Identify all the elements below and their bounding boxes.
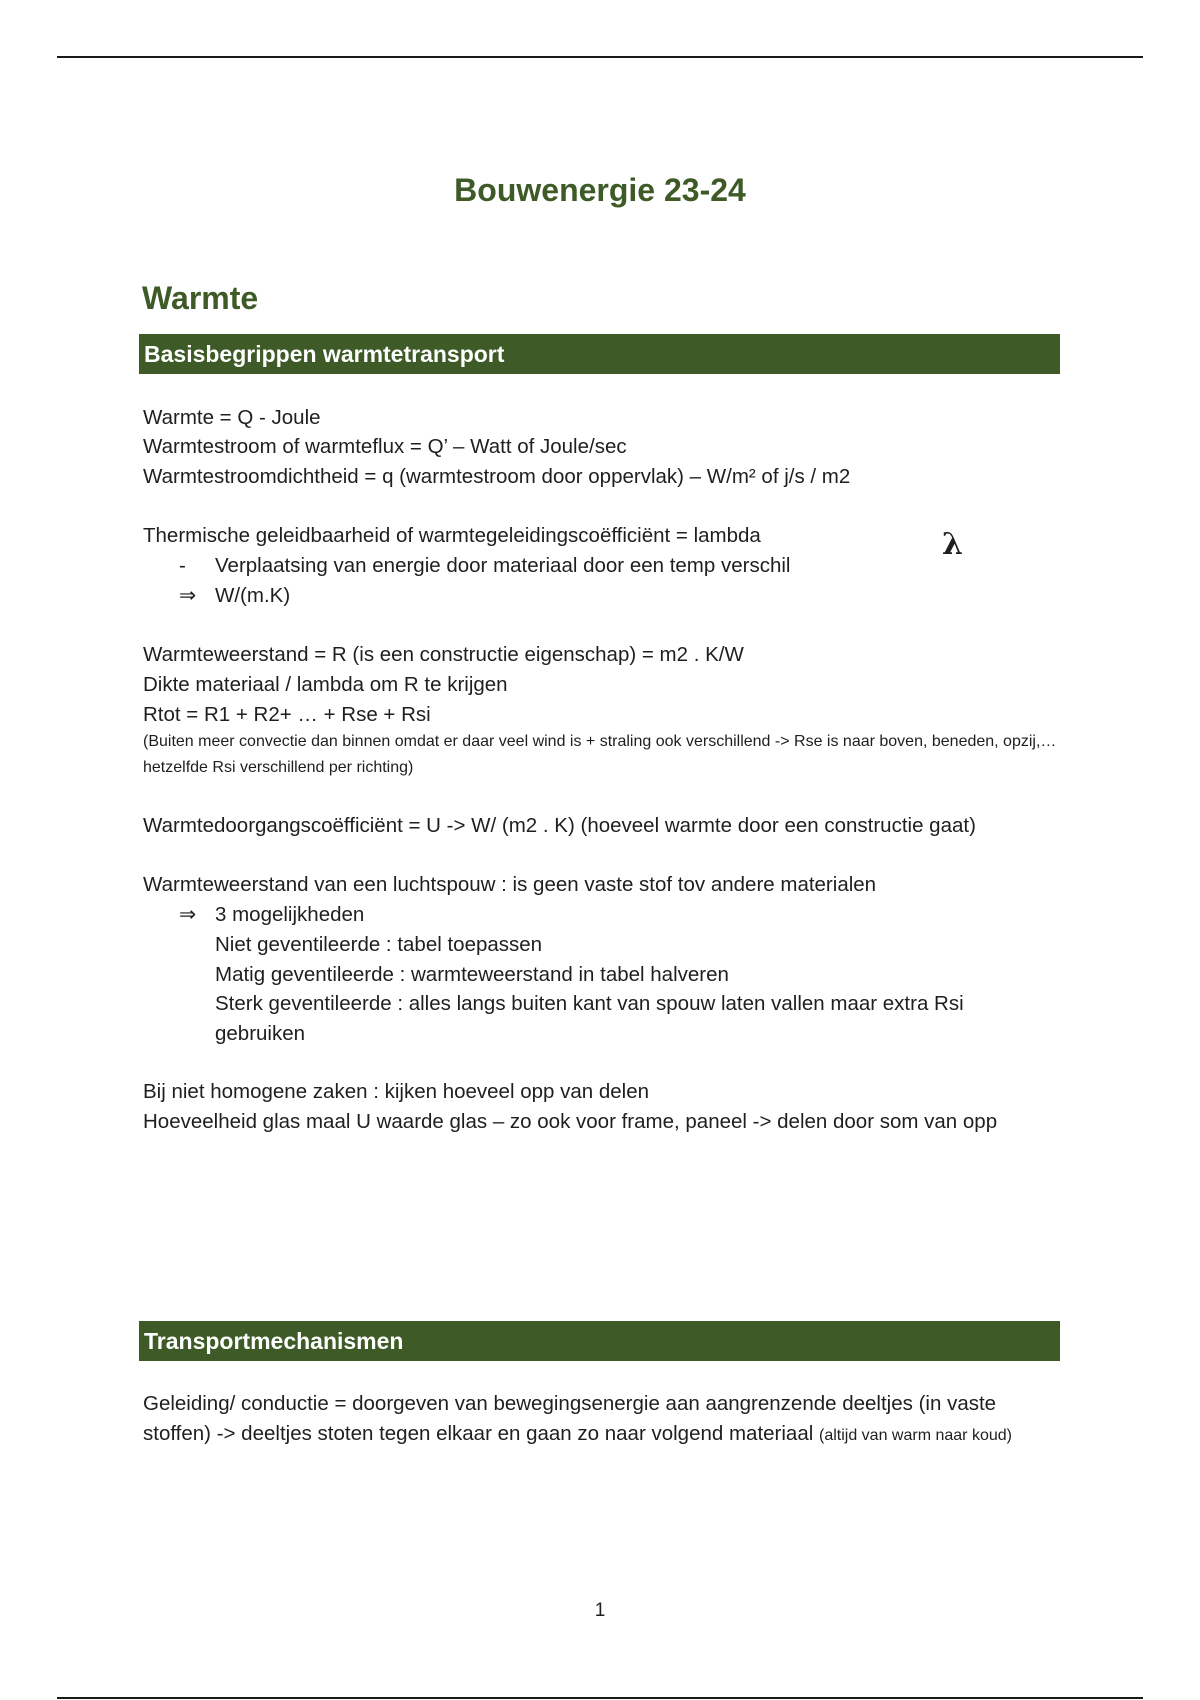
definition-line: Warmte = Q - Joule [143, 406, 321, 429]
r-line: Warmteweerstand = R (is een constructie eigenschap) = m2 . K/W [143, 643, 744, 666]
definition-line: Warmtestroom of warmteflux = Q’ – Watt of Joule/sec [143, 435, 627, 458]
implies-arrow-icon: ⇒ [179, 584, 197, 607]
conductie-note: (altijd van warm naar koud) [819, 1427, 1012, 1444]
section-header-basisbegrippen: Basisbegrippen warmtetransport [139, 334, 1060, 374]
conductie-text: Geleiding/ conductie = doorgeven van bewegingsenergie aan aangrenzende deeltjes (in vaste stoffen) -> deeltjes stoten tegen elkaar en gaan zo naar volgend materiaal [143, 1392, 997, 1445]
page-number: 1 [594, 1600, 606, 1621]
arrow-text: 3 mogelijkheden [215, 903, 365, 926]
document-title: Bouwenergie 23-24 [454, 172, 746, 208]
r-line: Rtot = R1 + R2+ … + Rse + Rsi [143, 703, 431, 726]
spouw-option: Matig geventileerde : warmteweerstand in tabel halveren [215, 963, 729, 986]
footer-rule [57, 1697, 1143, 1699]
r-line: Dikte materiaal / lambda om R te krijgen [143, 673, 508, 696]
homogeen-line: Bij niet homogene zaken : kijken hoeveel opp van delen [143, 1080, 650, 1103]
conductie-paragraph [143, 1389, 1063, 1451]
bullet-text: Verplaatsing van energie door materiaal door een temp verschil [215, 554, 791, 577]
r-note: (Buiten meer convectie dan binnen omdat er daar veel wind is + straling ook verschillend -> Rse is naar boven, beneden, opzij,… hetzelfde Rsi verschillend per richting) [143, 733, 1057, 776]
spouw-option: Sterk geventileerde : alles langs buiten kant van spouw laten vallen maar extra Rsi gebruiken [215, 992, 964, 1045]
arrow-text: W/(m.K) [215, 584, 291, 607]
arrow-item [179, 581, 290, 611]
implies-arrow-icon: ⇒ [179, 903, 197, 926]
section-header-transportmechanismen: Transportmechanismen [139, 1321, 1060, 1361]
header-rule [57, 56, 1143, 58]
lambda-symbol: λ [942, 527, 964, 562]
bullet-list-item [179, 551, 790, 581]
arrow-item [179, 900, 364, 930]
heading-warmte: Warmte [142, 280, 259, 316]
bullet-dash-icon: - [179, 554, 186, 577]
spouw-option: Niet geventileerde : tabel toepassen [215, 933, 543, 956]
definition-line: Warmtestroomdichtheid = q (warmtestroom door oppervlak) – W/m² of j/s / m2 [143, 465, 851, 488]
homogeen-line: Hoeveelheid glas maal U waarde glas – zo ook voor frame, paneel -> delen door som van opp [143, 1110, 998, 1133]
lambda-definition: Thermische geleidbaarheid of warmtegeleidingscoëfficiënt = lambda [143, 524, 761, 547]
spouw-line: Warmteweerstand van een luchtspouw : is geen vaste stof tov andere materialen [143, 873, 877, 896]
u-line: Warmtedoorgangscoëfficiënt = U -> W/ (m2 . K) (hoeveel warmte door een constructie gaat) [143, 814, 976, 837]
